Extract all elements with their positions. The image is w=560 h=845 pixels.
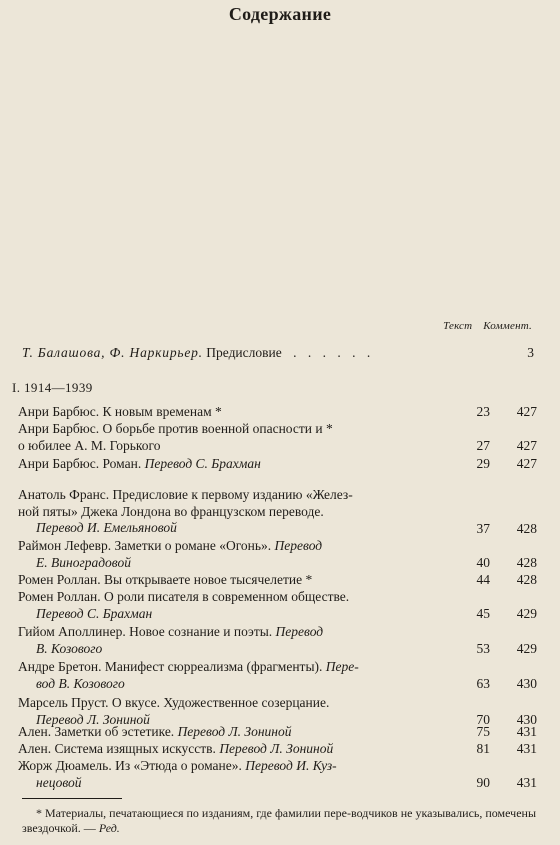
entry-translator-line: нецовой: [36, 774, 82, 790]
entry-line-2: ной пяты» Джека Лондона во французском переводе.: [18, 503, 324, 519]
toc-entry: [0, 538, 560, 572]
asterisk-mark: *: [326, 421, 333, 436]
entry-page-comment: 431: [516, 775, 537, 790]
toc-entry: [0, 624, 560, 658]
entry-page-text: 90: [476, 775, 490, 790]
entry-line-1: Ромен Роллан. О роли писателя в современном обществе.: [18, 589, 350, 604]
entry-translator: Перевод: [274, 538, 323, 553]
entry-title: [18, 624, 438, 657]
entry-line-1: Анри Барбюс. Роман.: [18, 456, 142, 471]
footnote-editor: Ред.: [98, 821, 120, 835]
entry-title: [18, 404, 438, 421]
preface-title: Предисловие: [206, 345, 282, 360]
entry-page-text: 81: [476, 741, 490, 756]
entry-translator: Перевод: [275, 624, 324, 639]
entry-line-2: о юбилее А. М. Горького: [18, 437, 161, 453]
entry-title: [18, 724, 438, 741]
entry-title: [18, 456, 438, 473]
entry-line-1: Ален. Заметки об эстетике.: [18, 724, 175, 739]
entry-page-comment: 427: [516, 438, 537, 453]
entry-page-comment: 428: [516, 521, 537, 536]
column-headers: [443, 320, 532, 332]
entry-title: [18, 589, 438, 622]
entry-page-text: 29: [476, 456, 490, 471]
toc-entry: [0, 724, 560, 741]
preface-page: 3: [527, 345, 534, 360]
entry-title: [18, 487, 438, 537]
entry-translator-line: В. Козового: [36, 640, 103, 656]
entry-translator-line: вод В. Козового: [36, 675, 125, 691]
entry-page-text: 44: [476, 572, 490, 587]
entry-translator: Перевод С. Брахман: [144, 456, 261, 471]
entry-translator-line: Е. Виноградовой: [36, 554, 131, 570]
toc-entry: [0, 421, 560, 455]
entry-page-text: 53: [476, 641, 490, 656]
entry-title: [18, 741, 438, 758]
footnote-rule: [22, 798, 122, 799]
entry-line-1: Андре Бретон. Манифест сюрреализма (фрагменты).: [18, 659, 323, 674]
entry-page-text: 23: [476, 404, 490, 419]
entry-page-comment: 429: [516, 641, 537, 656]
preface-entry: [22, 344, 542, 361]
section-title: I. 1914—1939: [12, 380, 93, 395]
entry-line-1: Гийом Аполлинер. Новое сознание и поэты.: [18, 624, 273, 639]
preface-authors: Т. Балашова, Ф. Наркирьер.: [22, 345, 203, 360]
entry-page-comment: 427: [516, 404, 537, 419]
entry-translator: Перевод Л. Зониной: [177, 724, 292, 739]
toc-entry: [0, 659, 560, 693]
entry-line-1: Ален. Система изящных искусств.: [18, 741, 216, 756]
entry-translator-line: Перевод С. Брахман: [36, 605, 153, 621]
toc-entry: [0, 572, 560, 589]
entry-page-text: 27: [476, 438, 490, 453]
entry-page-comment: 430: [516, 712, 537, 727]
entry-title: [18, 538, 438, 571]
entry-translator: Пере-: [325, 659, 359, 674]
asterisk-mark: *: [305, 572, 313, 587]
entry-title: [18, 659, 438, 692]
page-title: Содержание: [228, 4, 332, 24]
toc-entry: [0, 404, 560, 421]
entry-title: [18, 758, 438, 791]
entry-page-comment: 428: [516, 572, 537, 587]
column-header-comment: Коммент.: [483, 320, 532, 332]
entry-line-1: Марсель Пруст. О вкусе. Художественное созерцание.: [18, 695, 330, 710]
entry-page-comment: 431: [516, 724, 537, 739]
entry-line-1: Ромен Роллан. Вы открываете новое тысячелетие: [18, 572, 303, 587]
entry-line-1: Раймон Лефевр. Заметки о романе «Огонь».: [18, 538, 272, 553]
toc-entry: [0, 741, 560, 758]
column-header-text: Текст: [443, 320, 473, 332]
entry-page-comment: 429: [516, 606, 537, 621]
entry-page-text: 70: [476, 712, 490, 727]
entry-translator: Перевод И. Куз-: [245, 758, 337, 773]
asterisk-mark: *: [215, 404, 222, 419]
entry-line-1: Анатоль Франс. Предисловие к первому изданию «Желез-: [18, 487, 353, 502]
footnote-text: * Материалы, печатающиеся по изданиям, где фамилии пере-водчиков не указывались, помечены звездочкой. —: [22, 806, 537, 835]
entry-page-text: 63: [476, 676, 490, 691]
toc-entry: [0, 487, 560, 538]
entry-line-1: Жорж Дюамель. Из «Этюда о романе».: [18, 758, 242, 773]
leader-dots: . . . . . .: [293, 345, 375, 360]
entry-translator-line: Перевод Л. Зониной: [36, 711, 150, 727]
entry-page-text: 45: [476, 606, 490, 621]
entry-page-comment: 428: [516, 555, 537, 570]
entry-page-comment: 430: [516, 676, 537, 691]
entry-translator: Перевод Л. Зониной: [219, 741, 334, 756]
entry-line-1: Анри Барбюс. О борьбе против военной опасности и: [18, 421, 323, 436]
toc-entry: [0, 589, 560, 623]
entry-title: [18, 572, 438, 589]
entry-page-text: 37: [476, 521, 490, 536]
entry-title: [18, 421, 438, 454]
toc-entry: [0, 456, 560, 473]
entry-page-text: 40: [476, 555, 490, 570]
entry-page-text: 75: [476, 724, 490, 739]
entry-line-1: Анри Барбюс. К новым временам: [18, 404, 212, 419]
entry-page-comment: 431: [516, 741, 537, 756]
footnote: [22, 806, 542, 836]
entry-page-comment: 427: [516, 456, 537, 471]
toc-entry: [0, 758, 560, 792]
entry-translator-line: Перевод И. Емельяновой: [36, 520, 177, 535]
